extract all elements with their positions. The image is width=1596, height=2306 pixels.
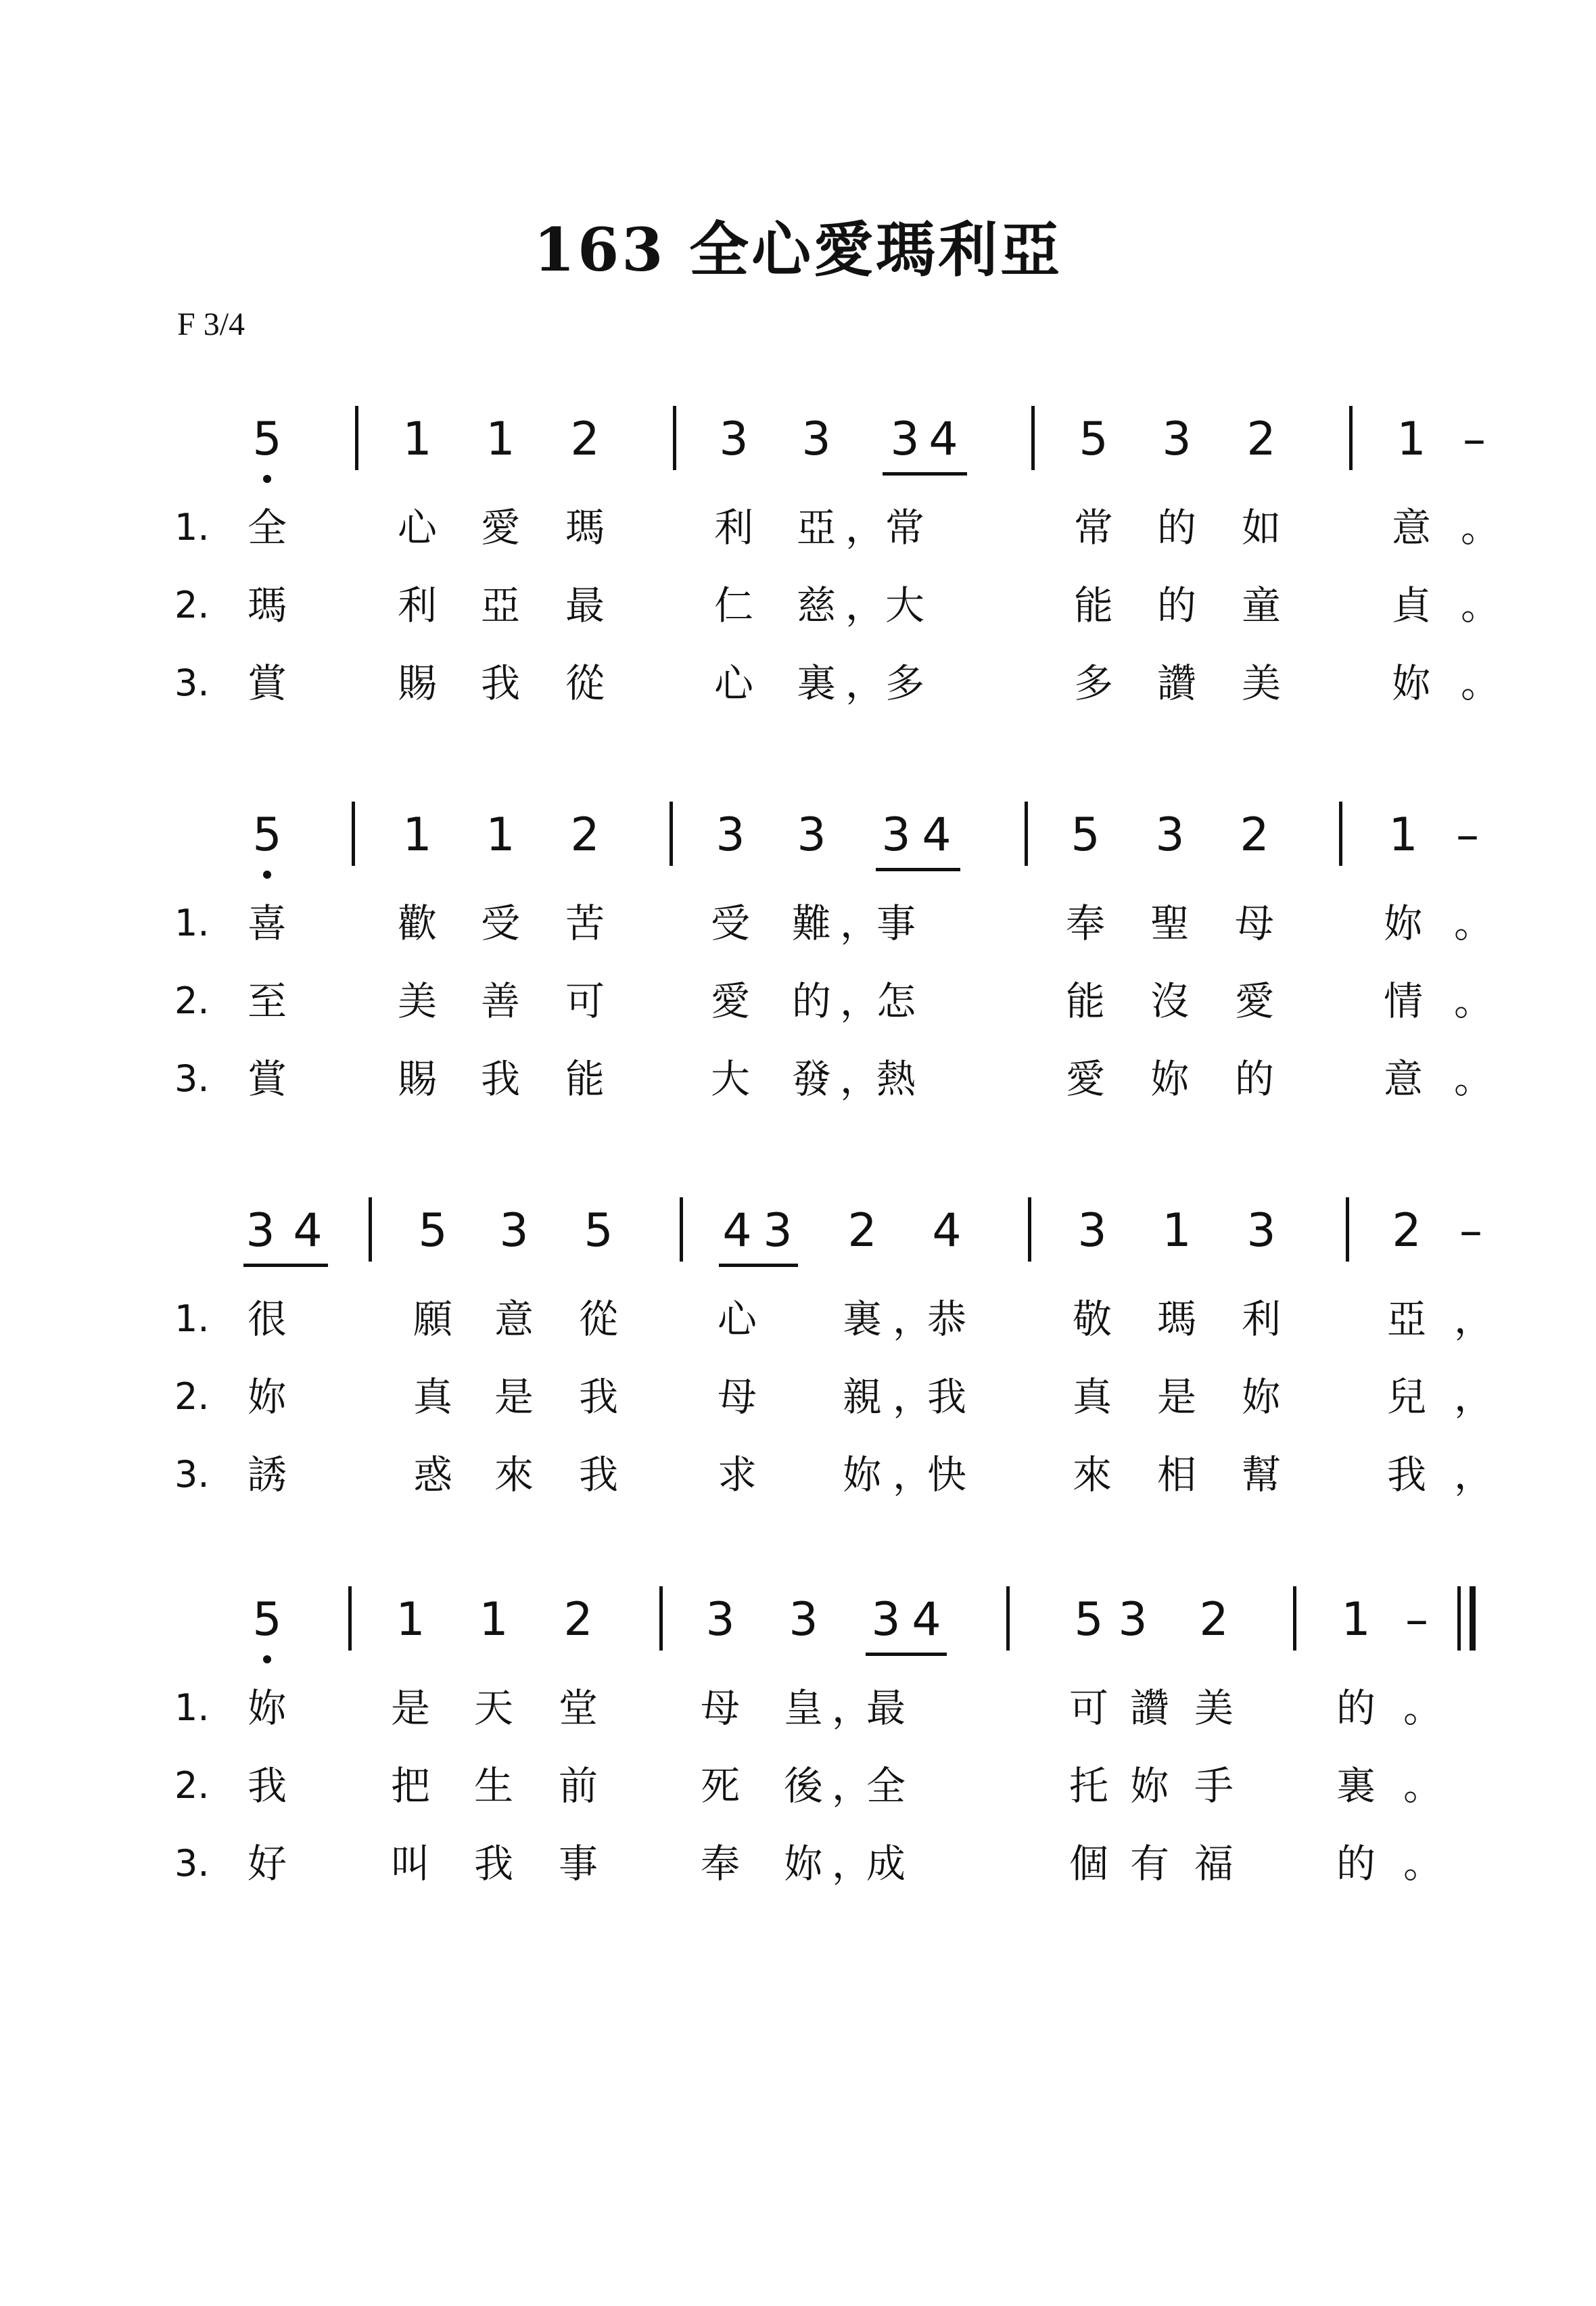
lyric-syllable: 貞: [1391, 582, 1431, 628]
verse-number: 1.: [174, 1297, 210, 1340]
note: 5: [584, 1204, 613, 1258]
lyric-syllable: 多: [1073, 660, 1113, 706]
bar-line: [1339, 802, 1342, 866]
punctuation: 。: [1403, 1763, 1443, 1809]
note: 3: [801, 413, 831, 466]
lyric-syllable: 裏: [1336, 1763, 1376, 1809]
lyric-syllable: 恭: [926, 1296, 966, 1342]
punctuation: ，: [832, 1841, 872, 1887]
final-barline-thin: [1457, 1586, 1461, 1651]
verse-number: 2.: [174, 979, 210, 1022]
lyric-syllable: 瑪: [565, 505, 605, 551]
lyric-syllable: 最: [565, 582, 605, 628]
lyric-syllable: 的: [1156, 582, 1196, 628]
score-system: [0, 399, 1596, 778]
eighth-underline: [719, 1264, 798, 1267]
bar-line: [1293, 1586, 1296, 1651]
punctuation: ，: [840, 978, 880, 1024]
lyric-syllable: 可: [565, 978, 605, 1024]
note: 3: [1155, 808, 1185, 862]
note: 2: [570, 808, 600, 862]
punctuation: ，: [893, 1452, 933, 1498]
notes-row: [0, 399, 1596, 494]
lyric-syllable: 的: [1234, 1056, 1274, 1102]
song-title: 163 全心愛瑪利亞: [533, 214, 1063, 285]
note: 3: [719, 413, 749, 466]
lyric-syllable: 奉: [1065, 900, 1105, 946]
lyric-syllable: 利: [1241, 1296, 1281, 1342]
lyric-syllable: 心: [397, 505, 437, 551]
note: 1: [396, 1593, 425, 1646]
punctuation: 。: [1461, 582, 1501, 628]
note: 1: [402, 808, 432, 862]
note: 5: [1079, 413, 1108, 466]
hold-dash: –: [1405, 1593, 1428, 1646]
note: 3: [1077, 1204, 1107, 1258]
lyric-line: [0, 1759, 1596, 1820]
lyric-syllable: 幫: [1241, 1452, 1281, 1498]
lyric-syllable: 真: [413, 1374, 452, 1420]
lyric-line: [0, 896, 1596, 957]
lyric-syllable: 母: [1234, 900, 1274, 946]
lyric-syllable: 全: [247, 505, 287, 551]
punctuation: 。: [1403, 1841, 1443, 1887]
note: 2: [570, 413, 600, 466]
lyric-syllable: 沒: [1150, 978, 1190, 1024]
bar-line: [680, 1197, 683, 1262]
lyric-syllable: 心: [713, 660, 753, 706]
note: 1: [402, 413, 432, 466]
bar-line: [369, 1197, 372, 1262]
verse-number: 1.: [174, 506, 210, 549]
bar-line: [670, 802, 673, 866]
punctuation: 。: [1403, 1685, 1443, 1731]
lyric-syllable: 妳: [1129, 1763, 1169, 1809]
lyric-syllable: 常: [885, 505, 924, 551]
lyric-syllable: 美: [397, 978, 437, 1024]
lyric-syllable: 福: [1194, 1841, 1234, 1887]
note: 5: [1074, 1593, 1104, 1646]
punctuation: ，: [832, 1685, 872, 1731]
punctuation: 。: [1454, 978, 1494, 1024]
lyric-syllable: 從: [578, 1296, 618, 1342]
verse-number: 1.: [174, 1686, 210, 1729]
lyric-syllable: 從: [565, 660, 605, 706]
verse-number: 3.: [174, 662, 210, 704]
lyric-syllable: 我: [247, 1763, 287, 1809]
note: 5: [240, 413, 294, 467]
eighth-underline: [883, 472, 967, 476]
lyric-syllable: 我: [473, 1841, 513, 1887]
lyric-syllable: 妳: [1391, 660, 1431, 706]
punctuation: ，: [1454, 1452, 1494, 1498]
lyric-line: [0, 1448, 1596, 1508]
punctuation: 。: [1454, 900, 1494, 946]
lyric-syllable: 相: [1156, 1452, 1196, 1498]
bar-line: [352, 802, 355, 866]
punctuation: 。: [1461, 660, 1501, 706]
punctuation: ，: [1454, 1374, 1494, 1420]
lyric-syllable: 全: [866, 1763, 906, 1809]
lyric-syllable: 兒: [1386, 1374, 1426, 1420]
lyric-syllable: 來: [494, 1452, 534, 1498]
lyric-syllable: 妳: [1241, 1374, 1281, 1420]
bar-line: [355, 406, 358, 470]
lyric-syllable: 有: [1129, 1841, 1169, 1887]
note: 4: [932, 1204, 962, 1258]
lyric-syllable: 亞: [1386, 1296, 1426, 1342]
lyric-syllable: 意: [1391, 505, 1431, 551]
lyric-syllable: 妳: [247, 1374, 287, 1420]
lyric-syllable: 我: [1386, 1452, 1426, 1498]
lyric-syllable: 歡: [397, 900, 437, 946]
lyric-syllable: 賜: [397, 660, 437, 706]
lyric-syllable: 利: [397, 582, 437, 628]
lyric-syllable: 愛: [710, 978, 750, 1024]
note: 2: [1392, 1204, 1422, 1258]
note: 1: [486, 808, 515, 862]
bar-line: [1006, 1586, 1010, 1651]
verse-number: 2.: [174, 1375, 210, 1418]
lyric-syllable: 苦: [565, 900, 605, 946]
note: 4: [929, 413, 958, 466]
lyric-syllable: 來: [1072, 1452, 1112, 1498]
lyric-syllable: 最: [866, 1685, 906, 1731]
verse-number: 2.: [174, 584, 210, 626]
lyric-syllable: 賞: [247, 1056, 287, 1102]
lyric-syllable: 讚: [1129, 1685, 1169, 1731]
note: 1: [479, 1593, 509, 1646]
note: 3: [890, 413, 920, 466]
lyric-syllable: 難: [791, 900, 831, 946]
lyric-syllable: 仁: [713, 582, 753, 628]
lyric-syllable: 心: [717, 1296, 757, 1342]
punctuation: ，: [845, 660, 885, 706]
bar-line: [673, 406, 676, 470]
lyric-syllable: 意: [1383, 1056, 1423, 1102]
note: 5: [240, 1593, 294, 1647]
lyric-syllable: 至: [247, 978, 287, 1024]
lyric-syllable: 皇: [783, 1685, 823, 1731]
note: 2: [1240, 808, 1269, 862]
lyric-syllable: 利: [713, 505, 753, 551]
verse-number: 1.: [174, 902, 210, 944]
lyric-syllable: 亞: [796, 505, 836, 551]
punctuation: ，: [845, 505, 885, 551]
bar-line: [1031, 406, 1035, 470]
lyric-syllable: 手: [1194, 1763, 1234, 1809]
lyric-line: [0, 656, 1596, 717]
lyric-syllable: 熱: [876, 1056, 916, 1102]
lyric-syllable: 願: [413, 1296, 452, 1342]
lyric-syllable: 母: [700, 1685, 740, 1731]
punctuation: ，: [840, 1056, 880, 1102]
lyric-syllable: 很: [247, 1296, 287, 1342]
punctuation: ，: [1454, 1296, 1494, 1342]
punctuation: 。: [1454, 1056, 1494, 1102]
note: 1: [1341, 1593, 1371, 1646]
lyric-line: [0, 974, 1596, 1035]
note: 4: [912, 1593, 941, 1646]
lyric-syllable: 聖: [1150, 900, 1190, 946]
note: 3: [1162, 413, 1192, 466]
note: 3: [499, 1204, 529, 1258]
lyric-syllable: 童: [1241, 582, 1281, 628]
lyric-syllable: 慈: [796, 582, 836, 628]
note: 4: [722, 1204, 752, 1258]
bar-line: [348, 1586, 352, 1651]
note: 3: [881, 808, 911, 862]
lyric-syllable: 我: [480, 660, 520, 706]
hold-dash: –: [1463, 413, 1486, 466]
note: 1: [1162, 1204, 1192, 1258]
punctuation: ，: [840, 900, 880, 946]
lyric-syllable: 賞: [247, 660, 287, 706]
note: 3: [1246, 1204, 1276, 1258]
lyric-syllable: 情: [1383, 978, 1423, 1024]
lyric-syllable: 妳: [1383, 900, 1423, 946]
note: 2: [847, 1204, 877, 1258]
verse-number: 3.: [174, 1057, 210, 1100]
lyric-syllable: 受: [710, 900, 750, 946]
note: 1: [1396, 413, 1426, 466]
note: 3: [871, 1593, 901, 1646]
lyric-line: [0, 1370, 1596, 1431]
lyric-syllable: 堂: [558, 1685, 598, 1731]
note: 3: [789, 1593, 818, 1646]
note: 4: [293, 1204, 323, 1258]
lyric-syllable: 意: [494, 1296, 534, 1342]
lyric-syllable: 的: [1336, 1685, 1376, 1731]
lyric-syllable: 天: [473, 1685, 513, 1731]
lyric-syllable: 受: [480, 900, 520, 946]
lyric-line: [0, 1681, 1596, 1742]
lyric-syllable: 是: [1156, 1374, 1196, 1420]
bar-line: [1346, 1197, 1349, 1262]
lyric-syllable: 事: [558, 1841, 598, 1887]
lyric-syllable: 親: [842, 1374, 882, 1420]
lyric-syllable: 我: [578, 1374, 618, 1420]
lyric-syllable: 妳: [247, 1685, 287, 1731]
lyric-syllable: 母: [717, 1374, 757, 1420]
note: 3: [715, 808, 745, 862]
punctuation: 。: [1461, 505, 1501, 551]
key-signature: F 3/4: [177, 306, 245, 342]
note: 3: [245, 1204, 275, 1258]
lyric-syllable: 的: [791, 978, 831, 1024]
punctuation: ，: [845, 582, 885, 628]
lyric-syllable: 是: [494, 1374, 534, 1420]
notes-row: [0, 1579, 1596, 1674]
lyric-syllable: 愛: [1234, 978, 1274, 1024]
lyric-syllable: 妳: [1150, 1056, 1190, 1102]
note: 2: [563, 1593, 593, 1646]
lyric-syllable: 的: [1156, 505, 1196, 551]
lyric-syllable: 成: [866, 1841, 906, 1887]
notes-row: [0, 1191, 1596, 1285]
verse-number: 2.: [174, 1764, 210, 1807]
lyric-syllable: 的: [1336, 1841, 1376, 1887]
lyric-syllable: 大: [885, 582, 924, 628]
lyric-syllable: 好: [247, 1841, 287, 1887]
lyric-syllable: 叫: [390, 1841, 430, 1887]
lyric-syllable: 奉: [700, 1841, 740, 1887]
eighth-underline: [876, 868, 960, 871]
note: 3: [705, 1593, 735, 1646]
lyric-syllable: 喜: [247, 900, 287, 946]
lyric-syllable: 愛: [480, 505, 520, 551]
lyric-syllable: 常: [1073, 505, 1113, 551]
lyric-syllable: 我: [480, 1056, 520, 1102]
lyric-syllable: 能: [1065, 978, 1105, 1024]
lyric-line: [0, 578, 1596, 639]
note: 4: [922, 808, 952, 862]
lyric-syllable: 瑪: [247, 582, 287, 628]
lyric-line: [0, 1052, 1596, 1113]
lyric-syllable: 發: [791, 1056, 831, 1102]
lyric-syllable: 如: [1241, 505, 1281, 551]
lyric-syllable: 事: [876, 900, 916, 946]
lyric-syllable: 愛: [1065, 1056, 1105, 1102]
lyric-line: [0, 1837, 1596, 1897]
note: 2: [1199, 1593, 1229, 1646]
punctuation: ，: [893, 1296, 933, 1342]
score-system: [0, 1579, 1596, 1958]
note: 1: [486, 413, 515, 466]
lyric-syllable: 托: [1069, 1763, 1108, 1809]
note: 3: [763, 1204, 793, 1258]
note: 2: [1246, 413, 1276, 466]
score-system: [0, 795, 1596, 1174]
lyric-syllable: 善: [480, 978, 520, 1024]
lyric-syllable: 前: [558, 1763, 598, 1809]
score-system: [0, 1191, 1596, 1569]
note: 3: [1118, 1593, 1148, 1646]
note: 3: [797, 808, 826, 862]
lyric-syllable: 我: [926, 1374, 966, 1420]
lyric-line: [0, 1292, 1596, 1353]
lyric-line: [0, 501, 1596, 561]
punctuation: ，: [832, 1763, 872, 1809]
lyric-syllable: 後: [783, 1763, 823, 1809]
lyric-syllable: 賜: [397, 1056, 437, 1102]
lyric-syllable: 裏: [842, 1296, 882, 1342]
eighth-underline: [243, 1264, 328, 1267]
bar-line: [1025, 802, 1028, 866]
lyric-syllable: 是: [390, 1685, 430, 1731]
lyric-syllable: 死: [700, 1763, 740, 1809]
verse-number: 3.: [174, 1842, 210, 1885]
lyric-syllable: 怎: [876, 978, 916, 1024]
lyric-syllable: 妳: [842, 1452, 882, 1498]
note: 5: [240, 808, 294, 862]
lyric-syllable: 求: [717, 1452, 757, 1498]
lyric-syllable: 妳: [783, 1841, 823, 1887]
lyric-syllable: 裏: [796, 660, 836, 706]
notes-row: [0, 795, 1596, 890]
bar-line: [1028, 1197, 1031, 1262]
hold-dash: –: [1456, 808, 1479, 862]
lyric-syllable: 瑪: [1156, 1296, 1196, 1342]
note: 1: [1388, 808, 1418, 862]
punctuation: ，: [893, 1374, 933, 1420]
lyric-syllable: 可: [1069, 1685, 1108, 1731]
bar-line: [1349, 406, 1353, 470]
lyric-syllable: 大: [710, 1056, 750, 1102]
lyric-syllable: 惑: [413, 1452, 452, 1498]
hold-dash: –: [1459, 1204, 1482, 1258]
note: 5: [1071, 808, 1100, 862]
lyric-syllable: 把: [390, 1763, 430, 1809]
lyric-syllable: 生: [473, 1763, 513, 1809]
lyric-syllable: 多: [885, 660, 924, 706]
lyric-syllable: 能: [1073, 582, 1113, 628]
lyric-syllable: 我: [578, 1452, 618, 1498]
lyric-syllable: 美: [1241, 660, 1281, 706]
lyric-syllable: 美: [1194, 1685, 1234, 1731]
lyric-syllable: 誘: [247, 1452, 287, 1498]
lyric-syllable: 真: [1072, 1374, 1112, 1420]
bar-line: [659, 1586, 663, 1651]
lyric-syllable: 亞: [480, 582, 520, 628]
lyric-syllable: 敬: [1072, 1296, 1112, 1342]
lyric-syllable: 個: [1069, 1841, 1108, 1887]
lyric-syllable: 快: [926, 1452, 966, 1498]
eighth-underline: [866, 1653, 947, 1656]
verse-number: 3.: [174, 1453, 210, 1496]
lyric-syllable: 能: [565, 1056, 605, 1102]
final-barline-thick: [1470, 1586, 1476, 1651]
note: 5: [418, 1204, 448, 1258]
lyric-syllable: 讚: [1156, 660, 1196, 706]
